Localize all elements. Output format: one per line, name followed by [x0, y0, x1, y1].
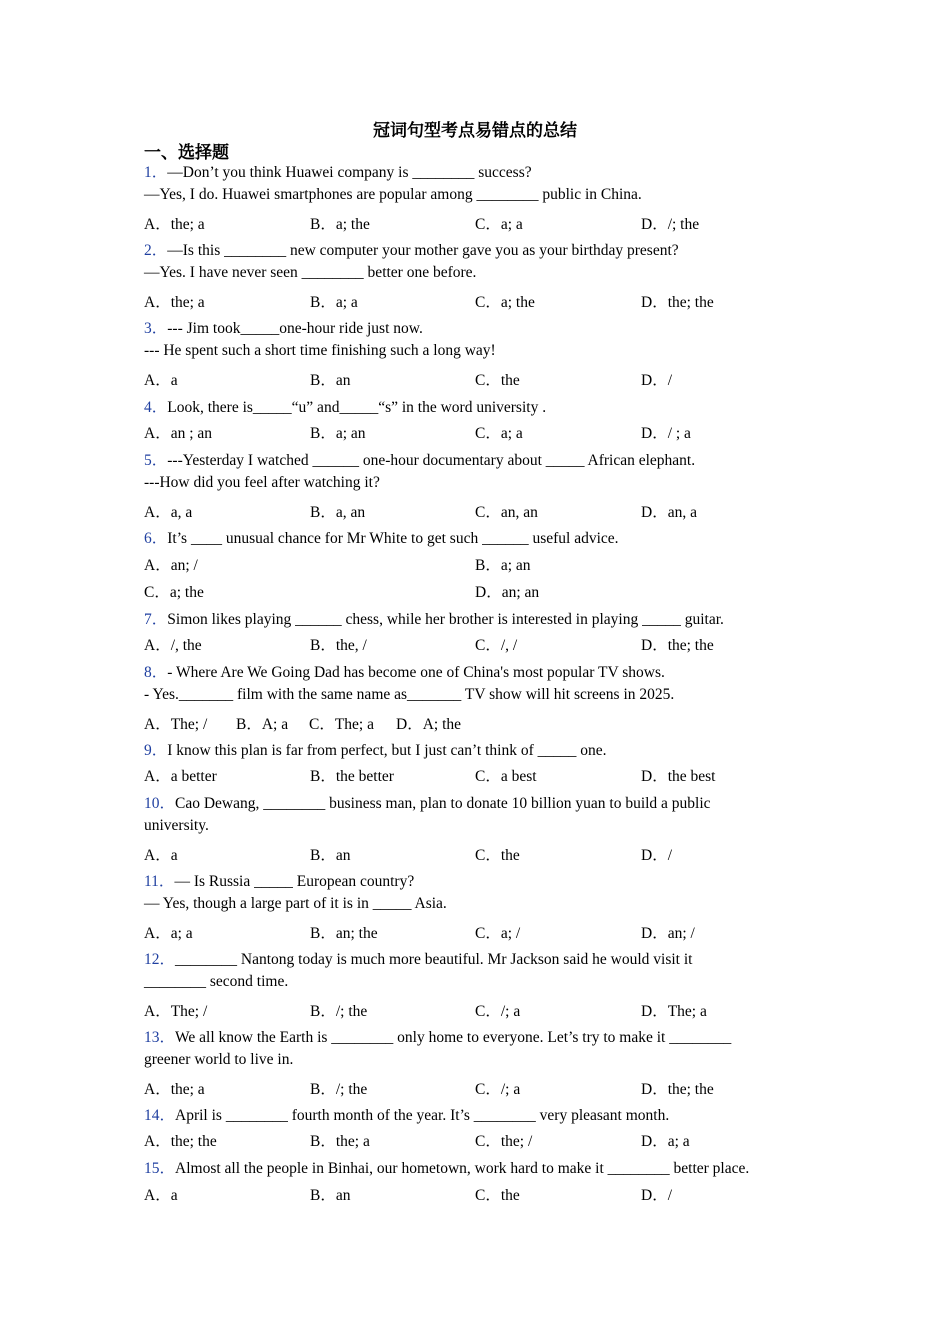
- option-b[interactable]: B．/; the: [310, 1081, 368, 1098]
- question-stem: [144, 526, 619, 548]
- option-d[interactable]: D．/: [641, 1187, 673, 1204]
- option-a[interactable]: A．a: [144, 847, 178, 864]
- question-number: 7．: [144, 611, 168, 628]
- question-stem: [144, 1103, 669, 1125]
- question-number: 8．: [144, 664, 168, 681]
- option-c[interactable]: C．the: [475, 1187, 520, 1204]
- question-line: [144, 895, 447, 913]
- question-text: Cao Dewang, ________ business man, plan to donate 10 billion yuan to build a public: [175, 795, 711, 812]
- option-c[interactable]: C．the; /: [475, 1133, 533, 1150]
- question-stem: [144, 238, 679, 260]
- question-line: [144, 342, 496, 360]
- question-line: [144, 474, 380, 492]
- option-d[interactable]: D．an; an: [475, 584, 540, 601]
- question-text: ---How did you feel after watching it?: [144, 474, 380, 491]
- option-d[interactable]: D．the; the: [641, 1081, 714, 1098]
- option-a[interactable]: A．the; a: [144, 294, 205, 311]
- question-number: 3．: [144, 320, 168, 337]
- option-d[interactable]: D．A; the: [396, 716, 462, 733]
- question-text: - Yes._______ film with the same name as_______ TV show will hit screens in 2025.: [144, 686, 675, 703]
- option-c[interactable]: C．an, an: [475, 504, 538, 521]
- option-d[interactable]: D．an; /: [641, 925, 695, 942]
- question-text: --- He spent such a short time finishing such a long way!: [144, 342, 496, 359]
- question-number: 10．: [144, 795, 176, 812]
- option-b[interactable]: B．a, an: [310, 504, 366, 521]
- option-c[interactable]: C．a; the: [144, 584, 204, 601]
- option-d[interactable]: D．the; the: [641, 637, 714, 654]
- question-line: [144, 264, 476, 282]
- option-b[interactable]: B．a; the: [310, 216, 370, 233]
- option-b[interactable]: B．a; a: [310, 294, 358, 311]
- question-text: —Is this ________ new computer your mother gave you as your birthday present?: [167, 242, 679, 259]
- option-a[interactable]: A．an ; an: [144, 425, 213, 442]
- option-a[interactable]: A．the; a: [144, 216, 205, 233]
- option-c[interactable]: C．the: [475, 372, 520, 389]
- option-a[interactable]: A．an; /: [144, 557, 198, 574]
- question-text: Look, there is_____“u” and_____“s” in the word university .: [167, 399, 547, 416]
- question-stem: [144, 947, 692, 969]
- question-text: ________ second time.: [144, 973, 289, 990]
- option-a[interactable]: A．a; a: [144, 925, 193, 942]
- question-line: [144, 186, 642, 204]
- question-stem: [144, 316, 423, 338]
- option-a[interactable]: A．the; a: [144, 1081, 205, 1098]
- question-text: Almost all the people in Binhai, our hometown, work hard to make it ________ better place.: [175, 1160, 750, 1177]
- question-text: It’s ____ unusual chance for Mr White to get such ______ useful advice.: [167, 530, 619, 547]
- option-b[interactable]: B．the, /: [310, 637, 367, 654]
- question-stem: [144, 738, 606, 760]
- question-text: —Yes, I do. Huawei smartphones are popular among ________ public in China.: [144, 186, 642, 203]
- option-b[interactable]: B．A; a: [236, 716, 289, 733]
- option-c[interactable]: C．the: [475, 847, 520, 864]
- question-stem: [144, 160, 532, 182]
- option-c[interactable]: C．a; the: [475, 294, 535, 311]
- question-stem: [144, 791, 711, 813]
- question-text: --- Jim took_____one-hour ride just now.: [167, 320, 423, 337]
- question-text: - Where Are We Going Dad has become one of China's most popular TV shows.: [167, 664, 665, 681]
- page-title: 冠词句型考点易错点的总结: [373, 121, 577, 141]
- question-text: April is ________ fourth month of the year. It’s ________ very pleasant month.: [175, 1107, 670, 1124]
- question-number: 9．: [144, 742, 168, 759]
- option-d[interactable]: D．The; a: [641, 1003, 707, 1020]
- question-number: 13．: [144, 1029, 176, 1046]
- question-text: ---Yesterday I watched ______ one-hour documentary about _____ African elephant.: [167, 452, 696, 469]
- option-b[interactable]: B．an: [310, 372, 351, 389]
- question-stem: [144, 395, 546, 417]
- question-number: 14．: [144, 1107, 176, 1124]
- option-b[interactable]: B．/; the: [310, 1003, 368, 1020]
- option-d[interactable]: D．the best: [641, 768, 716, 785]
- option-d[interactable]: D．/: [641, 372, 673, 389]
- option-a[interactable]: A．a: [144, 1187, 178, 1204]
- question-stem: [144, 607, 724, 629]
- question-text: —Yes. I have never seen ________ better one before.: [144, 264, 477, 281]
- question-line: [144, 686, 674, 704]
- option-b[interactable]: B．an; the: [310, 925, 378, 942]
- option-a[interactable]: A．/, the: [144, 637, 202, 654]
- question-stem: [144, 660, 665, 682]
- option-d[interactable]: D．/; the: [641, 216, 700, 233]
- option-b[interactable]: B．a; an: [310, 425, 366, 442]
- option-c[interactable]: C．a; a: [475, 216, 523, 233]
- question-text: greener world to live in.: [144, 1051, 294, 1068]
- option-d[interactable]: D．/: [641, 847, 673, 864]
- option-d[interactable]: D．a; a: [641, 1133, 690, 1150]
- option-a[interactable]: A．a, a: [144, 504, 193, 521]
- question-text: ________ Nantong today is much more beautiful. Mr Jackson said he would visit it: [175, 951, 693, 968]
- option-c[interactable]: C．a best: [475, 768, 537, 785]
- option-a[interactable]: A．a: [144, 372, 178, 389]
- question-stem: [144, 1025, 731, 1047]
- option-c[interactable]: C．/, /: [475, 637, 518, 654]
- option-d[interactable]: D．an, a: [641, 504, 697, 521]
- section-heading: 一、选择题: [144, 143, 229, 163]
- question-line: [144, 817, 209, 835]
- question-text: — Is Russia _____ European country?: [174, 873, 415, 890]
- question-number: 2．: [144, 242, 168, 259]
- question-stem: [144, 448, 695, 470]
- question-text: We all know the Earth is ________ only home to everyone. Let’s try to make it ________: [175, 1029, 732, 1046]
- question-text: university.: [144, 817, 209, 834]
- option-a[interactable]: A．the; the: [144, 1133, 217, 1150]
- option-a[interactable]: A．a better: [144, 768, 217, 785]
- option-b[interactable]: B．the; a: [310, 1133, 370, 1150]
- option-d[interactable]: D．the; the: [641, 294, 714, 311]
- option-a[interactable]: A．The; /: [144, 1003, 208, 1020]
- question-stem: [144, 1156, 749, 1178]
- question-line: [144, 1051, 293, 1069]
- question-number: 4．: [144, 399, 168, 416]
- option-c[interactable]: C．a; /: [475, 925, 521, 942]
- question-stem: [144, 869, 414, 891]
- question-text: Simon likes playing ______ chess, while her brother is interested in playing _____ guitar.: [167, 611, 724, 628]
- question-number: 6．: [144, 530, 168, 547]
- question-number: 12．: [144, 951, 176, 968]
- question-text: —Don’t you think Huawei company is ________ success?: [167, 164, 532, 181]
- question-number: 5．: [144, 452, 168, 469]
- option-b[interactable]: B．an: [310, 1187, 351, 1204]
- question-number: 11．: [144, 873, 175, 890]
- question-line: [144, 973, 288, 991]
- option-d[interactable]: D．/ ; a: [641, 425, 691, 442]
- question-number: 1．: [144, 164, 168, 181]
- option-b[interactable]: B．a; an: [475, 557, 531, 574]
- option-c[interactable]: C．a; a: [475, 425, 523, 442]
- option-a[interactable]: A．The; /: [144, 716, 208, 733]
- question-number: 15．: [144, 1160, 176, 1177]
- option-c[interactable]: C．The; a: [309, 716, 374, 733]
- question-text: I know this plan is far from perfect, but I just can’t think of _____ one.: [167, 742, 607, 759]
- question-text: — Yes, though a large part of it is in _____ Asia.: [144, 895, 447, 912]
- option-b[interactable]: B．an: [310, 847, 351, 864]
- option-b[interactable]: B．the better: [310, 768, 394, 785]
- option-c[interactable]: C．/; a: [475, 1081, 521, 1098]
- option-c[interactable]: C．/; a: [475, 1003, 521, 1020]
